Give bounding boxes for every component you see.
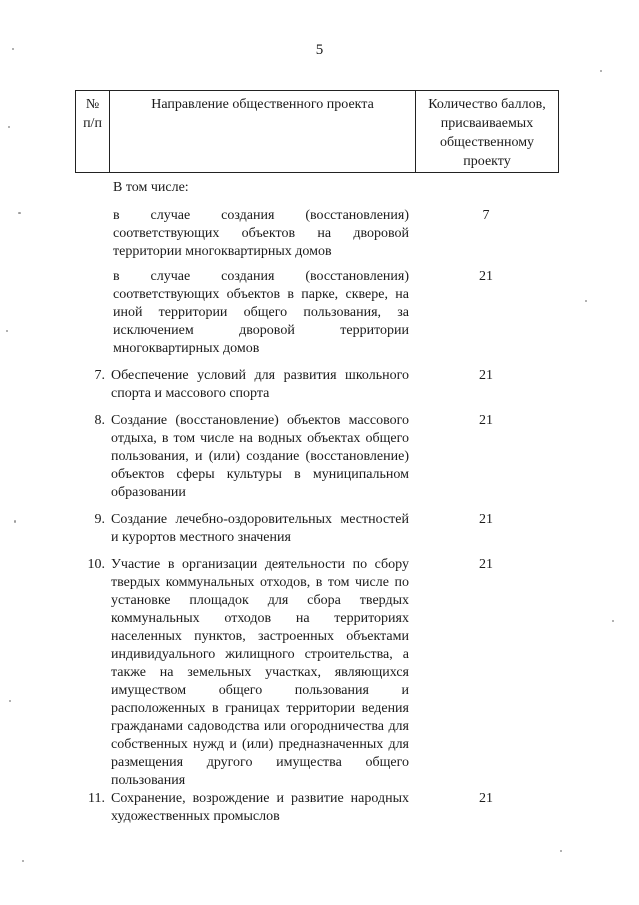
header-points-cell: Количество баллов, присваиваемых общественному проекту bbox=[416, 91, 559, 173]
scan-speck bbox=[560, 850, 562, 852]
scan-speck bbox=[585, 300, 587, 302]
scan-speck bbox=[6, 330, 8, 332]
scan-speck bbox=[612, 620, 614, 622]
row-text: в случае создания (восстановления) соответствующих объектов на дворовой территории многоквартирных домов bbox=[113, 208, 409, 259]
row-points: 21 bbox=[479, 791, 493, 806]
row-text: Сохранение, возрождение и развитие народных художественных промыслов bbox=[111, 791, 409, 824]
scan-speck bbox=[14, 520, 16, 523]
scan-speck bbox=[600, 70, 602, 72]
row-number: 7. bbox=[94, 368, 105, 383]
row-points: 7 bbox=[482, 208, 490, 223]
page-number: 5 bbox=[315, 42, 324, 58]
scan-speck bbox=[18, 212, 21, 214]
row-points: 21 bbox=[479, 368, 493, 383]
row-text: Создание (восстановление) объектов массового отдыха, в том числе на водных объектах общего пользования, и (или) создание (восстановление) объектов сферы культуры в муниципальном образовании bbox=[111, 413, 409, 500]
scan-speck bbox=[22, 860, 24, 862]
row-number: 10. bbox=[87, 557, 105, 572]
scan-speck bbox=[9, 700, 11, 702]
scan-speck bbox=[12, 48, 14, 50]
row-points: 21 bbox=[479, 413, 493, 428]
table-header bbox=[75, 90, 559, 173]
row-points: 21 bbox=[479, 557, 493, 572]
row-text: в случае создания (восстановления) соответствующих объектов в парке, сквере, на иной территории общего пользования, за исключением дворовой территории многоквартирных домов bbox=[113, 269, 409, 356]
row-number: 8. bbox=[94, 413, 105, 428]
row-points: 21 bbox=[479, 269, 493, 284]
header-number-cell: № п/п bbox=[76, 91, 110, 173]
row-text: Участие в организации деятельности по сбору твердых коммунальных отходов, в том числе по установке площадок для сбора твердых коммунальных отходов на территориях населенных пунктов, застроенных объектами индивидуального жилищного строительства, а также на земельных участках, являющихся имуществом общего пользования и расположенных в границах территории ведения гражданами садоводства или огородничества для собственных нужд и (или) предназначенных для размещения другого имущества общего пользования bbox=[111, 557, 409, 788]
header-direction-cell: Направление общественного проекта bbox=[110, 91, 416, 173]
row-text: Обеспечение условий для развития школьного спорта и массового спорта bbox=[111, 368, 409, 401]
row-text: Создание лечебно-оздоровительных местностей и курортов местного значения bbox=[111, 512, 409, 545]
row-number: 11. bbox=[88, 791, 105, 806]
row-number: 9. bbox=[94, 512, 105, 527]
scan-speck bbox=[8, 126, 10, 128]
intro-text: В том числе: bbox=[113, 180, 189, 195]
row-points: 21 bbox=[479, 512, 493, 527]
